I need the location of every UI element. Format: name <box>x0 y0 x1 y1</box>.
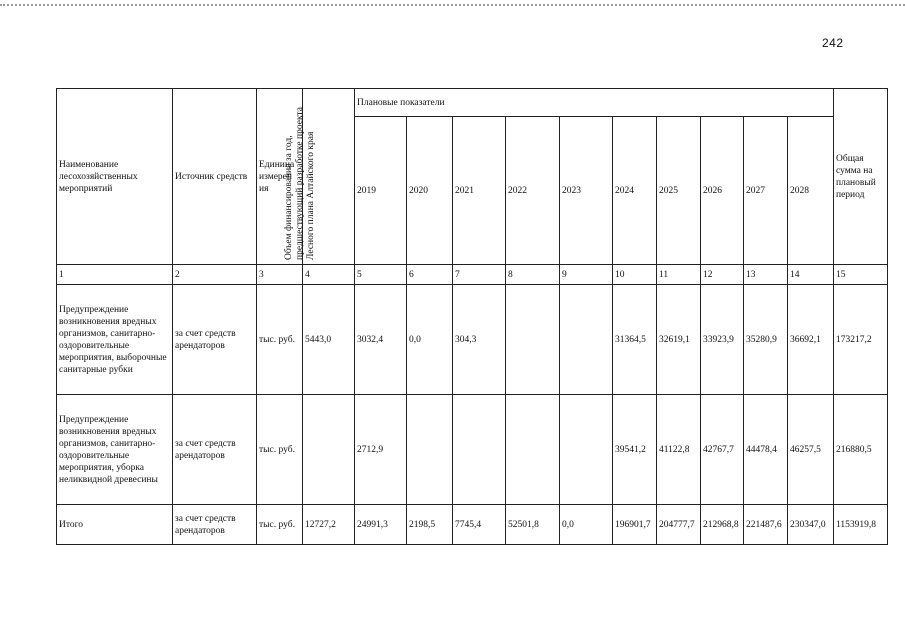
header-prior-cell <box>284 89 355 265</box>
row-value: 230347,0 <box>788 505 834 545</box>
header-year: 2019 <box>355 117 407 265</box>
row-value: 31364,5 <box>613 285 657 395</box>
header-year: 2026 <box>701 117 744 265</box>
col-number: 15 <box>834 265 888 285</box>
col-number: 6 <box>407 265 453 285</box>
header-source: Источник средств <box>173 89 257 265</box>
row-value: 36692,1 <box>788 285 834 395</box>
row-source: за счет средств арендаторов <box>173 395 257 505</box>
header-year: 2023 <box>560 117 613 265</box>
row-name: Итого <box>57 505 173 545</box>
col-number: 12 <box>701 265 744 285</box>
row-prior: 5443,0 <box>303 285 355 395</box>
row-value: 204777,7 <box>657 505 701 545</box>
row-total: 216880,5 <box>834 395 888 505</box>
col-number: 14 <box>788 265 834 285</box>
header-year: 2028 <box>788 117 834 265</box>
row-total: 1153919,8 <box>834 505 888 545</box>
header-total: Общая сумма на плановый период <box>834 89 888 265</box>
row-value <box>560 285 613 395</box>
scan-edge <box>0 4 905 6</box>
row-value: 35280,9 <box>744 285 788 395</box>
col-number: 7 <box>453 265 506 285</box>
header-year: 2022 <box>506 117 560 265</box>
row-value: 7745,4 <box>453 505 506 545</box>
row-source: за счет средств арендаторов <box>173 285 257 395</box>
page-number: 242 <box>822 36 844 50</box>
row-value: 0,0 <box>560 505 613 545</box>
row-value <box>560 395 613 505</box>
row-unit: тыс. руб. <box>257 395 303 505</box>
row-name: Предупреждение возникновения вредных организмов, санитарно-оздоровительные мероприятия, уборка неликвидной древесины <box>57 395 173 505</box>
header-year: 2021 <box>453 117 506 265</box>
row-value: 2198,5 <box>407 505 453 545</box>
header-year: 2025 <box>657 117 701 265</box>
table-row-total <box>57 505 888 545</box>
header-unit: Единица измерен ия <box>257 89 303 265</box>
row-value: 24991,3 <box>355 505 407 545</box>
col-number: 13 <box>744 265 788 285</box>
row-value: 46257,5 <box>788 395 834 505</box>
row-value <box>506 395 560 505</box>
row-unit: тыс. руб. <box>257 285 303 395</box>
col-number: 10 <box>613 265 657 285</box>
row-total: 173217,2 <box>834 285 888 395</box>
header-year: 2024 <box>613 117 657 265</box>
row-prior <box>303 395 355 505</box>
row-value: 52501,8 <box>506 505 560 545</box>
row-value: 221487,6 <box>744 505 788 545</box>
col-number: 9 <box>560 265 613 285</box>
row-value: 0,0 <box>407 285 453 395</box>
row-value: 44478,4 <box>744 395 788 505</box>
table-row <box>57 395 888 505</box>
row-value: 304,3 <box>453 285 506 395</box>
row-name: Предупреждение возникновения вредных организмов, санитарно-оздоровительные мероприятия, выборочные санитарные рубки <box>57 285 173 395</box>
row-prior: 12727,2 <box>303 505 355 545</box>
row-value: 196901,7 <box>613 505 657 545</box>
row-value: 33923,9 <box>701 285 744 395</box>
row-value: 39541,2 <box>613 395 657 505</box>
header-year: 2020 <box>407 117 453 265</box>
row-value: 42767,7 <box>701 395 744 505</box>
row-value: 41122,8 <box>657 395 701 505</box>
col-number: 2 <box>173 265 257 285</box>
row-unit: тыс. руб. <box>257 505 303 545</box>
row-value <box>506 285 560 395</box>
row-value: 3032,4 <box>355 285 407 395</box>
row-value: 212968,8 <box>701 505 744 545</box>
col-number: 4 <box>303 265 355 285</box>
row-value: 2712,9 <box>355 395 407 505</box>
col-number: 8 <box>506 265 560 285</box>
table-row <box>57 285 888 395</box>
col-number: 1 <box>57 265 173 285</box>
row-value <box>453 395 506 505</box>
col-number: 5 <box>355 265 407 285</box>
header-plan-title: Плановые показатели <box>355 89 834 117</box>
row-value: 32619,1 <box>657 285 701 395</box>
header-year: 2027 <box>744 117 788 265</box>
row-source: за счет средств арендаторов <box>173 505 257 545</box>
header-prior-funding: Объем финансирования за год, предшествующий разработке проекта Лесного плана Алтайского края <box>284 106 316 260</box>
col-number: 11 <box>657 265 701 285</box>
header-name: Наименование лесохозяйственных мероприятий <box>57 89 173 265</box>
forestry-table <box>56 88 888 545</box>
col-number: 3 <box>257 265 303 285</box>
row-value <box>407 395 453 505</box>
